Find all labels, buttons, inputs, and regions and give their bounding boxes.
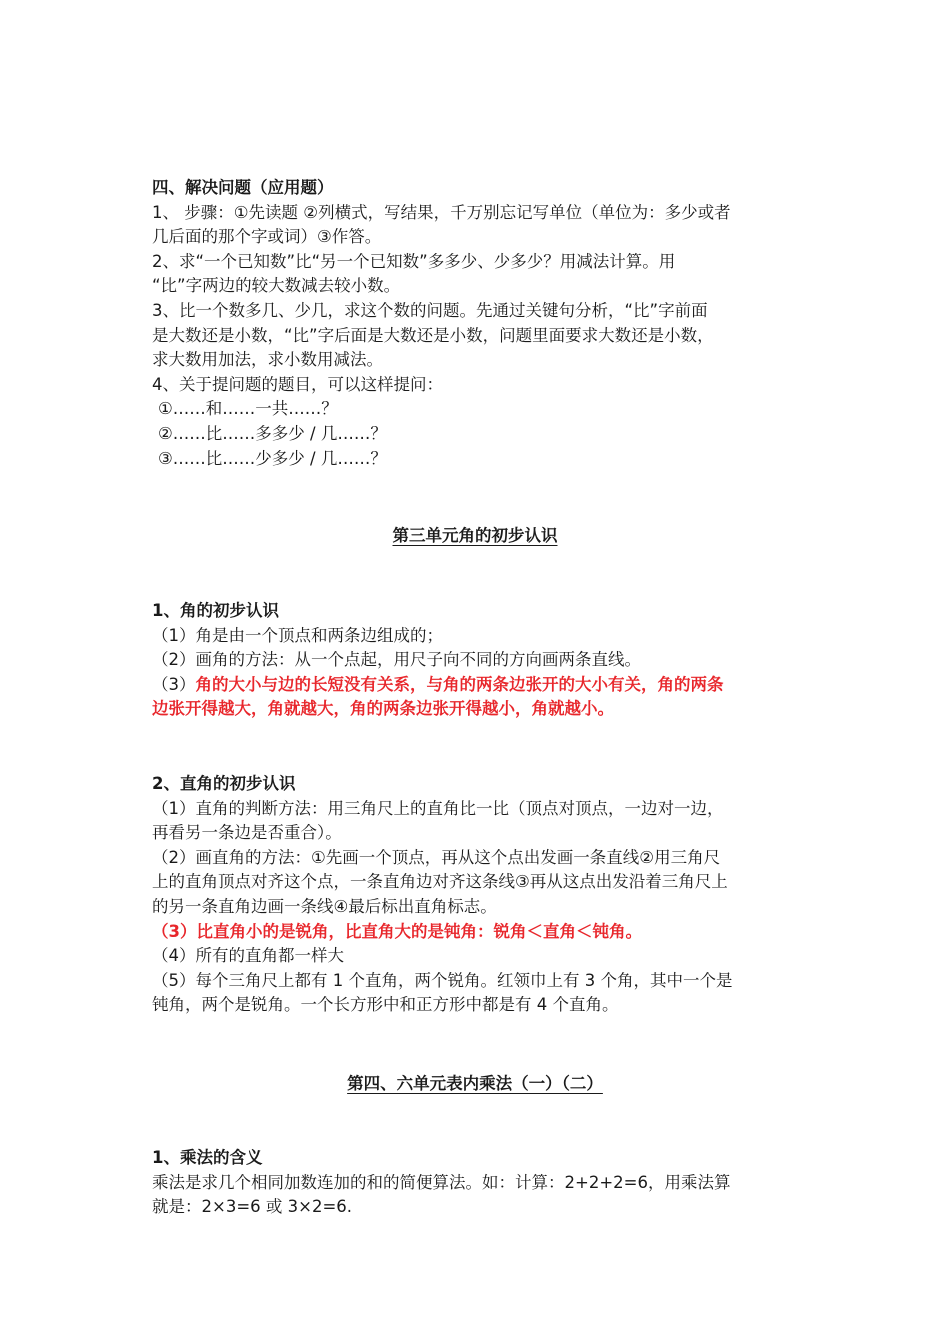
paragraph-line: “比”字两边的较大数减去较小数。: [152, 276, 401, 296]
paragraph-line: 钝角，两个是锐角。一个长方形中和正方形中都是有 4 个直角。: [152, 995, 619, 1015]
section-heading: 2、直角的初步认识: [152, 774, 296, 793]
paragraph-line: （1）角是由一个顶点和两条边组成的；: [152, 625, 443, 645]
question-template: ③……比……少多少 / 几……？: [158, 448, 387, 468]
question-template: ①……和……一共……？: [158, 399, 338, 419]
paragraph-line: （4）所有的直角都一样大: [152, 946, 344, 966]
paragraph-line: 求大数用加法，求小数用减法。: [152, 350, 383, 370]
paragraph-line: （1）直角的判断方法：用三角尺上的直角比一比（顶点对顶点，一边对一边，: [152, 798, 724, 818]
paragraph-line: 1、 步骤：①先读题 ②列横式，写结果，千万别忘记写单位（单位为：多少或者: [152, 202, 731, 222]
paragraph-line: （2）画角的方法：从一个点起，用尺子向不同的方向画两条直线。: [152, 650, 641, 670]
paragraph-line: 是大数还是小数，“比”字后面是大数还是小数，问题里面要求大数还是小数，: [152, 325, 714, 345]
section-heading: 1、乘法的含义: [152, 1148, 263, 1167]
paragraph-line: 乘法是求几个相同加数连加的和的简便算法。如：计算：2+2+2=6，用乘法算: [152, 1172, 731, 1192]
section-heading: 1、角的初步认识: [152, 601, 279, 620]
paragraph-line: 的另一条直角边画一条线④最后标出直角标志。: [152, 896, 497, 916]
paragraph-line: 再看另一条边是否重合）。: [152, 823, 342, 843]
unit4-part1: [152, 1146, 802, 1220]
highlight-text: （3）比直角小的是锐角，比直角大的是钝角：锐角＜直角＜钝角。: [152, 921, 642, 941]
item-number: （3）: [152, 674, 196, 694]
paragraph-line: （2）画直角的方法：①先画一个顶点，再从这个点出发画一条直线②用三角尺: [152, 847, 721, 867]
unit4-title: [0, 1072, 950, 1097]
unit3-title: [0, 524, 950, 549]
paragraph-line: 2、求“一个已知数”比“另一个已知数”多多少、少多少？用减法计算。用: [152, 251, 676, 271]
paragraph-line: 就是：2×3=6 或 3×2=6.: [152, 1197, 353, 1217]
unit3-part1: [152, 599, 802, 722]
paragraph-line: 3、比一个数多几、少几，求这个数的问题。先通过关键句分析，“比”字前面: [152, 300, 708, 320]
question-template: ②……比……多多少 / 几……？: [158, 423, 387, 443]
unit4-title-text: 第四、六单元表内乘法（一）（二）: [347, 1074, 603, 1093]
section-solve-problems: [152, 176, 802, 471]
paragraph-line: 几后面的那个字或词）③作答。: [152, 227, 382, 247]
highlight-text: 边张开得越大，角就越大，角的两条边张开得越小，角就越小。: [152, 699, 614, 719]
highlight-text: 角的大小与边的长短没有关系，与角的两条边张开的大小有关，角的两条: [195, 674, 724, 694]
section-heading: 四、解决问题（应用题）: [152, 178, 334, 197]
paragraph-line: 4、关于提问题的题目，可以这样提问：: [152, 374, 443, 394]
paragraph-line: （5）每个三角尺上都有 1 个直角，两个锐角。红领巾上有 3 个角，其中一个是: [152, 970, 733, 990]
unit3-part2: [152, 772, 802, 1018]
unit3-title-text: 第三单元角的初步认识: [392, 526, 558, 545]
paragraph-line: 上的直角顶点对齐这个点，一条直角边对齐这条线③再从这点出发沿着三角尺上: [152, 872, 728, 892]
highlight-line: [152, 673, 802, 698]
